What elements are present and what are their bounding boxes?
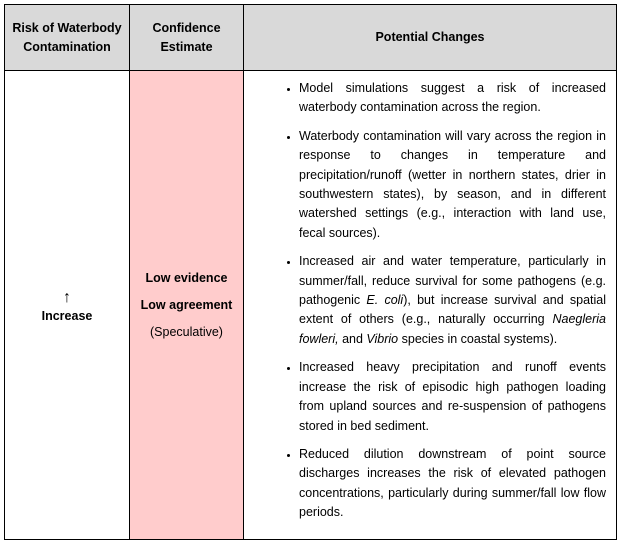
change-text: species in coastal systems). bbox=[398, 331, 558, 346]
change-item bbox=[299, 252, 606, 349]
header-row bbox=[5, 5, 617, 71]
change-text: ), but increase survival and spatial extent of others (e.g., naturally occurring bbox=[299, 293, 607, 327]
changes-cell bbox=[244, 71, 617, 540]
species-name: Naegleria fowleri, bbox=[299, 312, 606, 346]
change-item: • Reduced dilution downstream of point source discharges increases the risk of elevated pathogen concentrations, particularly during summer/fall low flow periods. bbox=[299, 445, 606, 523]
changes-list bbox=[244, 79, 606, 523]
up-arrow-icon: ↑ bbox=[63, 289, 71, 306]
risk-label: Increase bbox=[41, 309, 93, 323]
header-changes: Potential Changes bbox=[244, 5, 617, 71]
change-text: and bbox=[338, 331, 367, 346]
risk-table bbox=[4, 4, 617, 540]
confidence-note: (Speculative) bbox=[150, 324, 223, 339]
confidence-evidence: Low evidence bbox=[145, 270, 228, 285]
confidence-cell bbox=[130, 71, 244, 540]
species-name: E. coli bbox=[366, 293, 404, 308]
risk-cell bbox=[5, 71, 130, 540]
confidence-agreement: Low agreement bbox=[140, 297, 233, 312]
header-confidence: Confidence Estimate bbox=[130, 5, 244, 71]
species-name: Vibrio bbox=[366, 331, 399, 346]
change-item: • Waterbody contamination will vary across the region in response to changes in temperature and precipitation/runoff (wetter in northern states, drier in southwestern states), by season, and in different watershed settings (e.g., interaction with land use, fecal sources). bbox=[299, 127, 606, 243]
change-text: Increased air and water temperature, particularly in summer/fall, reduce survival for some pathogens (e.g. pathogenic bbox=[299, 254, 606, 308]
change-item: • Increased heavy precipitation and runoff events increase the risk of episodic high pathogen loading from upland sources and re-suspension of pathogens stored in bed sediment. bbox=[299, 358, 606, 436]
header-risk: Risk of Waterbody Contamination bbox=[5, 5, 130, 71]
content-row bbox=[5, 71, 617, 540]
change-item: • Model simulations suggest a risk of increased waterbody contamination across the region. bbox=[299, 79, 606, 118]
